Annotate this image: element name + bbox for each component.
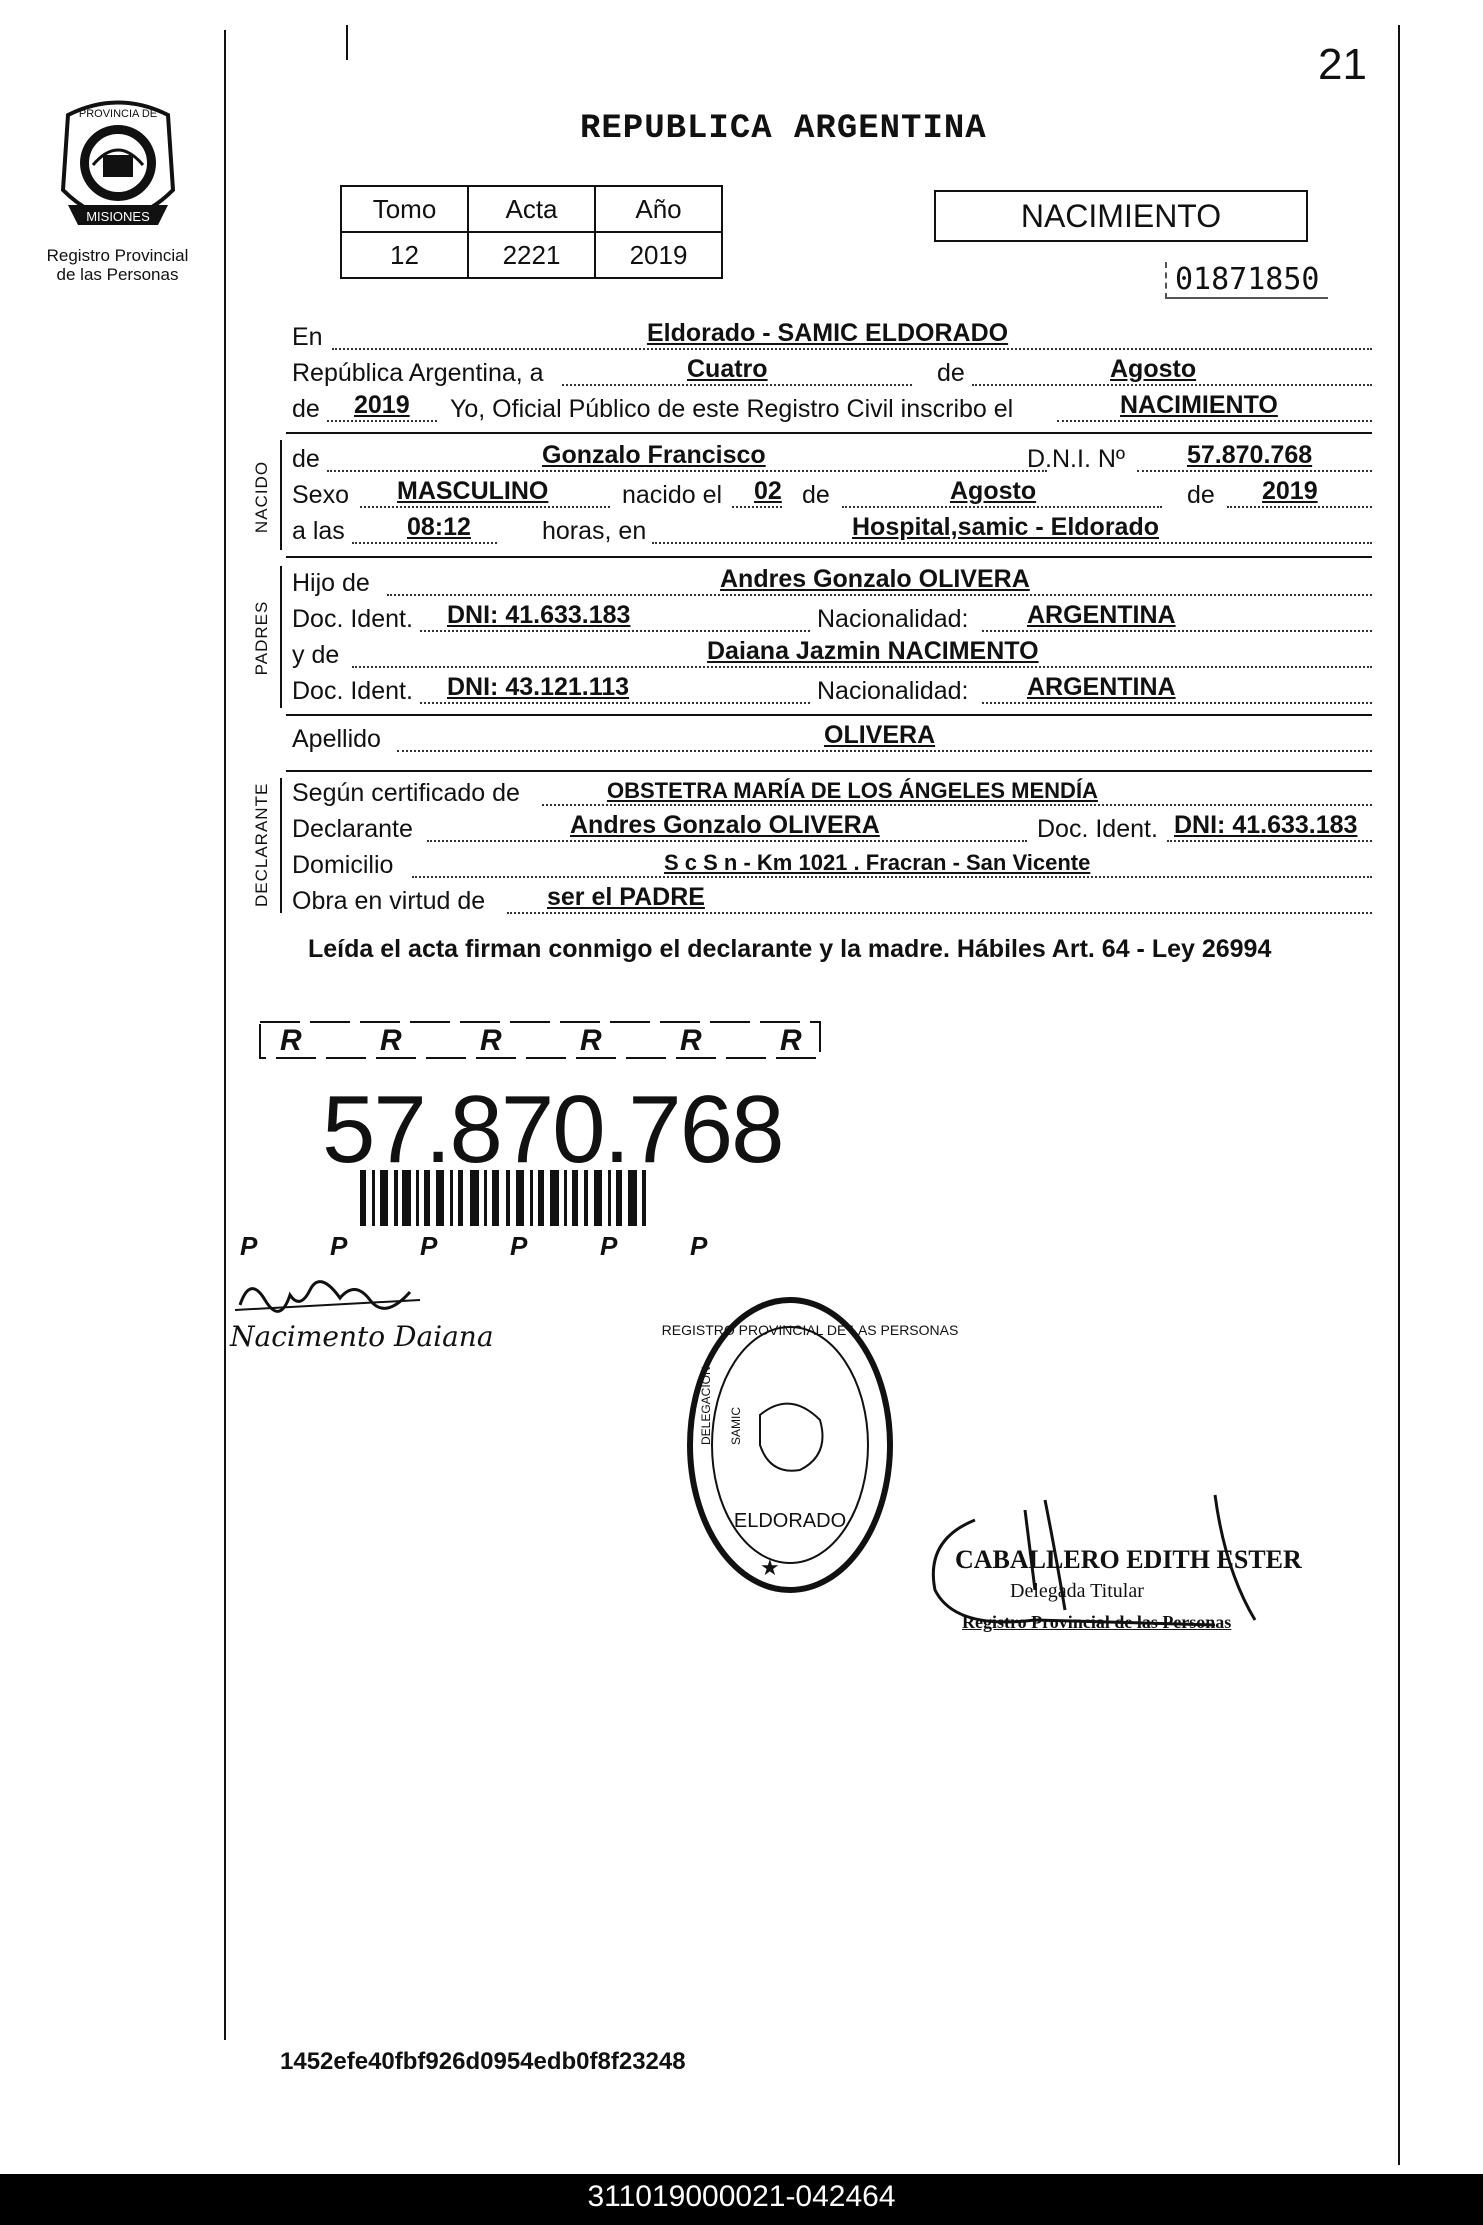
sticker-dni-number: 57.870.768 — [322, 1076, 783, 1183]
value-segun: OBSTETRA MARÍA DE LOS ÁNGELES MENDÍA — [607, 778, 1098, 803]
left-margin-line — [224, 30, 226, 2040]
svg-text:SAMIC: SAMIC — [729, 1406, 743, 1445]
value-declarante: Andres Gonzalo OLIVERA — [570, 811, 880, 839]
closing-statement: Leída el acta firman conmigo el declarante y la madre. Hábiles Art. 64 - Ley 26994 — [308, 935, 1272, 963]
value-nac-anio: 2019 — [1262, 477, 1318, 505]
value-nac-dia: 02 — [754, 477, 782, 505]
svg-text:ELDORADO: ELDORADO — [733, 1510, 847, 1532]
signature-scribble — [230, 1270, 430, 1320]
row-obra — [292, 884, 1372, 920]
header-ano: Año — [595, 186, 722, 232]
value-madre-nac: ARGENTINA — [1027, 673, 1176, 701]
row-madre-doc — [292, 674, 1372, 710]
dotted-line — [352, 666, 1372, 668]
dotted-line — [972, 384, 1372, 386]
value-lugar: Hospital,samic - Eldorado — [852, 513, 1160, 541]
value-anio: 2019 — [354, 391, 410, 419]
dotted-line — [1057, 420, 1372, 422]
value-en: Eldorado - SAMIC ELDORADO — [647, 319, 1009, 347]
value-hora: 08:12 — [407, 513, 471, 541]
svg-text:R: R — [580, 1024, 602, 1057]
value-sexo: MASCULINO — [397, 477, 549, 505]
svg-text:P: P — [330, 1231, 348, 1261]
value-nac-mes: Agosto — [950, 477, 1037, 505]
svg-text:P: P — [420, 1231, 438, 1261]
value-inscribo: NACIMIENTO — [1120, 391, 1278, 419]
value-ano: 2019 — [595, 232, 722, 278]
side-label-padres: PADRES — [252, 600, 271, 676]
dotted-line — [732, 506, 782, 508]
svg-text:R: R — [280, 1024, 302, 1057]
misiones-emblem-icon — [48, 95, 188, 245]
row-hora — [292, 514, 1372, 550]
left-tick-mark — [346, 25, 348, 60]
svg-text:P: P — [240, 1231, 258, 1261]
dotted-line — [1167, 840, 1372, 842]
value-domicilio: S c S n - Km 1021 . Fracran - San Vicente — [664, 850, 1091, 875]
label-dni: D.N.I. Nº — [1027, 445, 1126, 473]
registry-label — [30, 246, 205, 284]
label-nacido: nacido el — [622, 481, 723, 509]
svg-text:R: R — [680, 1024, 702, 1057]
svg-text:DELEGACION: DELEGACION — [699, 1366, 713, 1445]
label-de: de — [1187, 481, 1215, 509]
svg-text:REGISTRO PROVINCIAL DE LAS PER: REGISTRO PROVINCIAL DE LAS PERSONAS — [661, 1322, 959, 1338]
registry-label-line2: de las Personas — [56, 265, 179, 284]
value-madre: Daiana Jazmin NACIMENTO — [707, 637, 1039, 665]
dotted-line — [412, 876, 1372, 878]
bracket-nacido — [280, 440, 282, 550]
dotted-line — [327, 420, 437, 422]
svg-text:MISIONES: MISIONES — [86, 209, 150, 224]
separator — [286, 556, 1372, 558]
dotted-line — [507, 912, 1372, 914]
dotted-line — [562, 384, 912, 386]
dotted-line — [982, 702, 1372, 704]
svg-text:P: P — [600, 1231, 618, 1261]
dotted-line — [842, 506, 1162, 508]
row-sexo — [292, 478, 1372, 514]
header-tomo: Tomo — [341, 186, 468, 232]
document-title: REPUBLICA ARGENTINA — [580, 110, 987, 148]
side-label-declarante: DECLARANTE — [252, 782, 271, 907]
label-doc-ident: Doc. Ident. — [1037, 815, 1158, 843]
footer-id: 311019000021-042464 — [587, 2180, 896, 2213]
value-apellido: OLIVERA — [824, 721, 936, 749]
row-declarante — [292, 812, 1372, 848]
svg-text:R: R — [380, 1024, 402, 1057]
label-nacionalidad: Nacionalidad: — [817, 605, 969, 633]
oficial-text: Yo, Oficial Público de este Registro Civil inscribo el — [450, 395, 1014, 423]
label-domicilio: Domicilio — [292, 851, 394, 879]
label-de: de — [937, 359, 965, 387]
label-nacionalidad: Nacionalidad: — [817, 677, 969, 705]
bracket-declarante — [280, 778, 282, 913]
label-de: de — [292, 445, 320, 473]
value-padre: Andres Gonzalo OLIVERA — [720, 565, 1030, 593]
value-dia: Cuatro — [687, 355, 768, 383]
label-en: En — [292, 323, 323, 351]
label-de: de — [292, 395, 320, 423]
page-number: 21 — [1318, 40, 1367, 89]
sticker-pattern-top — [280, 1024, 802, 1057]
row-republica — [292, 356, 1372, 392]
dotted-line — [542, 804, 1372, 806]
row-hijo — [292, 566, 1372, 602]
dotted-line — [352, 542, 497, 544]
side-label-nacido: NACIDO — [252, 460, 271, 534]
row-nombre — [292, 442, 1372, 478]
official-office: Registro Provincial de las Personas — [962, 1612, 1232, 1632]
label-doc-ident: Doc. Ident. — [292, 677, 413, 705]
row-en — [292, 320, 1372, 356]
svg-text:R: R — [780, 1024, 802, 1057]
dotted-line — [652, 542, 1372, 544]
dotted-line — [387, 594, 1372, 596]
value-padre-doc: DNI: 41.633.183 — [447, 601, 631, 629]
row-madre — [292, 638, 1372, 674]
value-declarante-doc: DNI: 41.633.183 — [1174, 811, 1358, 839]
serial-number: 01871850 — [1165, 262, 1328, 299]
label-sexo: Sexo — [292, 481, 349, 509]
dotted-line — [397, 750, 1372, 752]
official-seal-icon — [650, 1295, 959, 1605]
sticker-pattern-bottom — [240, 1231, 708, 1261]
value-nombre: Gonzalo Francisco — [542, 441, 766, 469]
label-declarante: Declarante — [292, 815, 413, 843]
svg-text:P: P — [510, 1231, 528, 1261]
row-inscribo — [292, 392, 1372, 428]
label-segun: Según certificado de — [292, 779, 520, 807]
value-acta: 2221 — [468, 232, 595, 278]
document-hash: 1452efe40fbf926d0954edb0f8f23248 — [280, 2048, 686, 2075]
label-y-de: y de — [292, 641, 340, 669]
dotted-line — [327, 470, 1047, 472]
value-padre-nac: ARGENTINA — [1027, 601, 1176, 629]
label-hijo: Hijo de — [292, 569, 370, 597]
svg-text:P: P — [690, 1231, 708, 1261]
official-role: Delegada Titular — [1010, 1580, 1144, 1602]
right-margin-line — [1398, 25, 1400, 2165]
bracket-padres — [280, 566, 282, 708]
row-apellido — [292, 722, 1372, 758]
official-name: CABALLERO EDITH ESTER — [955, 1545, 1302, 1574]
label-republica: República Argentina, a — [292, 359, 544, 387]
dotted-line — [1227, 506, 1372, 508]
label-alas: a las — [292, 517, 345, 545]
signature-name: Nacimento Daiana — [230, 1320, 494, 1353]
act-type-box: NACIMIENTO — [934, 190, 1308, 242]
svg-text:PROVINCIA DE: PROVINCIA DE — [78, 108, 158, 120]
dotted-line — [420, 702, 810, 704]
label-apellido: Apellido — [292, 725, 381, 753]
value-obra: ser el PADRE — [547, 883, 705, 911]
label-de: de — [802, 481, 830, 509]
label-doc-ident: Doc. Ident. — [292, 605, 413, 633]
tomo-acta-ano-table — [340, 185, 723, 279]
label-obra: Obra en virtud de — [292, 887, 486, 915]
dotted-line — [982, 630, 1372, 632]
separator — [286, 770, 1372, 772]
value-tomo: 12 — [341, 232, 468, 278]
dotted-line — [360, 506, 610, 508]
dotted-line — [420, 630, 810, 632]
header-acta: Acta — [468, 186, 595, 232]
dotted-line — [427, 840, 1027, 842]
separator — [286, 714, 1372, 716]
svg-text:★: ★ — [760, 1555, 780, 1580]
dotted-line — [332, 348, 1372, 350]
dotted-line — [1137, 470, 1372, 472]
value-mes: Agosto — [1110, 355, 1197, 383]
separator — [286, 432, 1372, 434]
row-padre-doc — [292, 602, 1372, 638]
row-segun — [292, 776, 1372, 812]
registry-label-line1: Registro Provincial — [46, 246, 189, 265]
label-horas: horas, en — [542, 517, 647, 545]
value-dni: 57.870.768 — [1187, 441, 1313, 469]
row-domicilio — [292, 848, 1372, 884]
svg-text:R: R — [480, 1024, 502, 1057]
value-madre-doc: DNI: 43.121.113 — [447, 673, 630, 701]
